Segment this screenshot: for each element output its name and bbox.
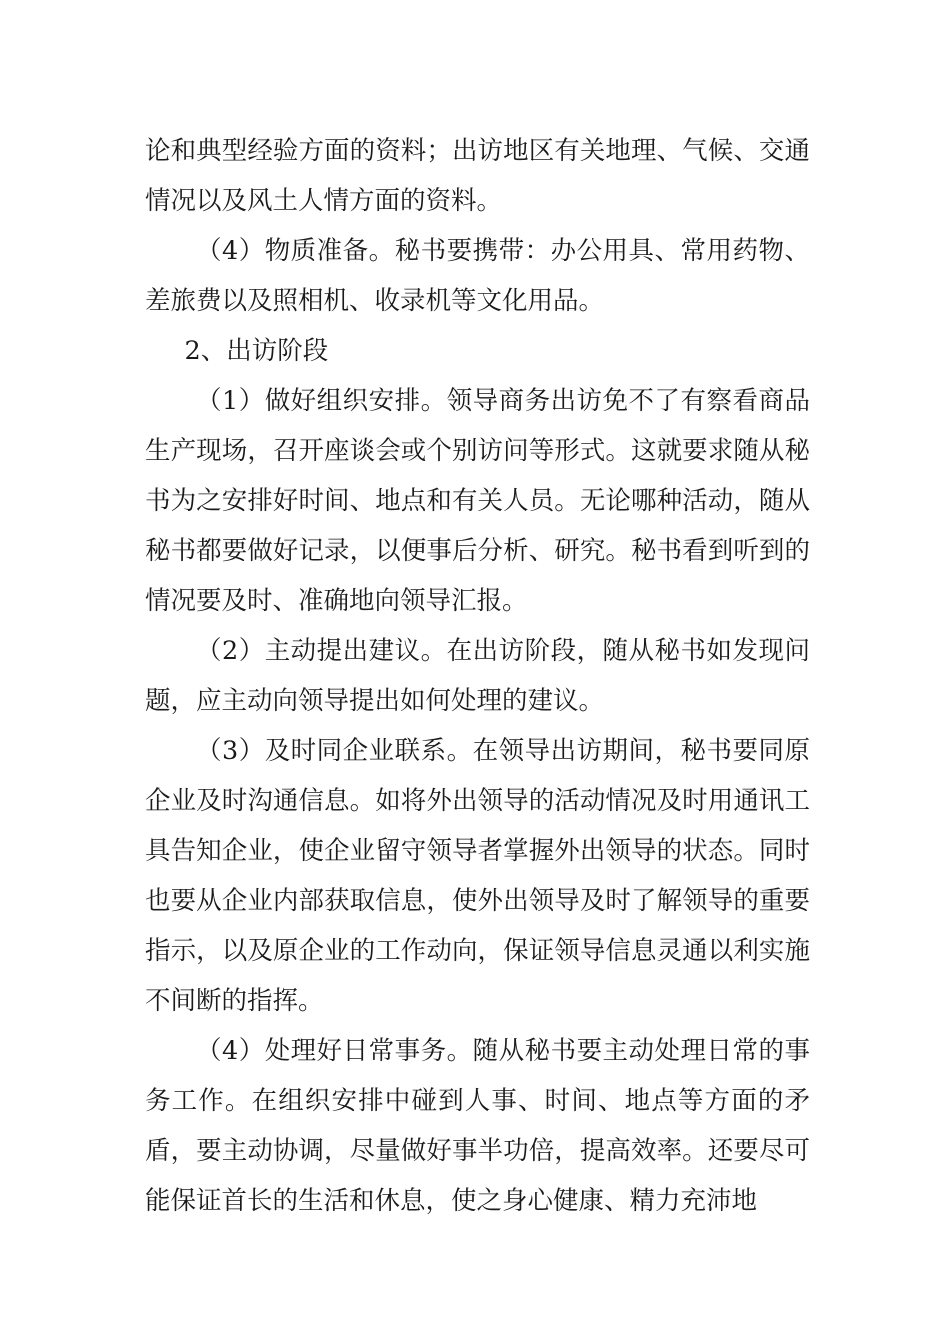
paragraph-propose-suggestions: （2）主动提出建议。在出访阶段，随从秘书如发现问题，应主动向领导提出如何处理的建议。 bbox=[145, 636, 810, 716]
paragraph-material-preparation: （4）物质准备。秘书要携带：办公用具、常用药物、差旅费以及照相机、收录机等文化用品。 bbox=[145, 236, 810, 316]
section-heading-visit-stage: 2、出访阶段 bbox=[184, 336, 329, 366]
paragraph-daily-affairs: （4）处理好日常事务。随从秘书要主动处理日常的事务工作。在组织安排中碰到人事、时间、地点等方面的矛盾，要主动协调，尽量做好事半功倍，提高效率。还要尽可能保证首长的生活和休息，使之身心健康、精力充沛地 bbox=[145, 1036, 810, 1216]
paragraph-continuation: 论和典型经验方面的资料；出访地区有关地理、气候、交通情况以及风土人情方面的资料。 bbox=[145, 136, 810, 216]
paragraph-contact-company: （3）及时同企业联系。在领导出访期间，秘书要同原企业及时沟通信息。如将外出领导的活动情况及时用通讯工具告知企业，使企业留守领导者掌握外出领导的状态。同时也要从企业内部获取信息，使外出领导及时了解领导的重要指示，以及原企业的工作动向，保证领导信息灵通以利实施不间断的指挥。 bbox=[145, 736, 810, 1016]
document-body bbox=[145, 126, 810, 1226]
paragraph-organize-arrangements: （1）做好组织安排。领导商务出访免不了有察看商品生产现场，召开座谈会或个别访问等形式。这就要求随从秘书为之安排好时间、地点和有关人员。无论哪种活动，随从秘书都要做好记录，以便事后分析、研究。秘书看到听到的情况要及时、准确地向领导汇报。 bbox=[145, 386, 810, 616]
